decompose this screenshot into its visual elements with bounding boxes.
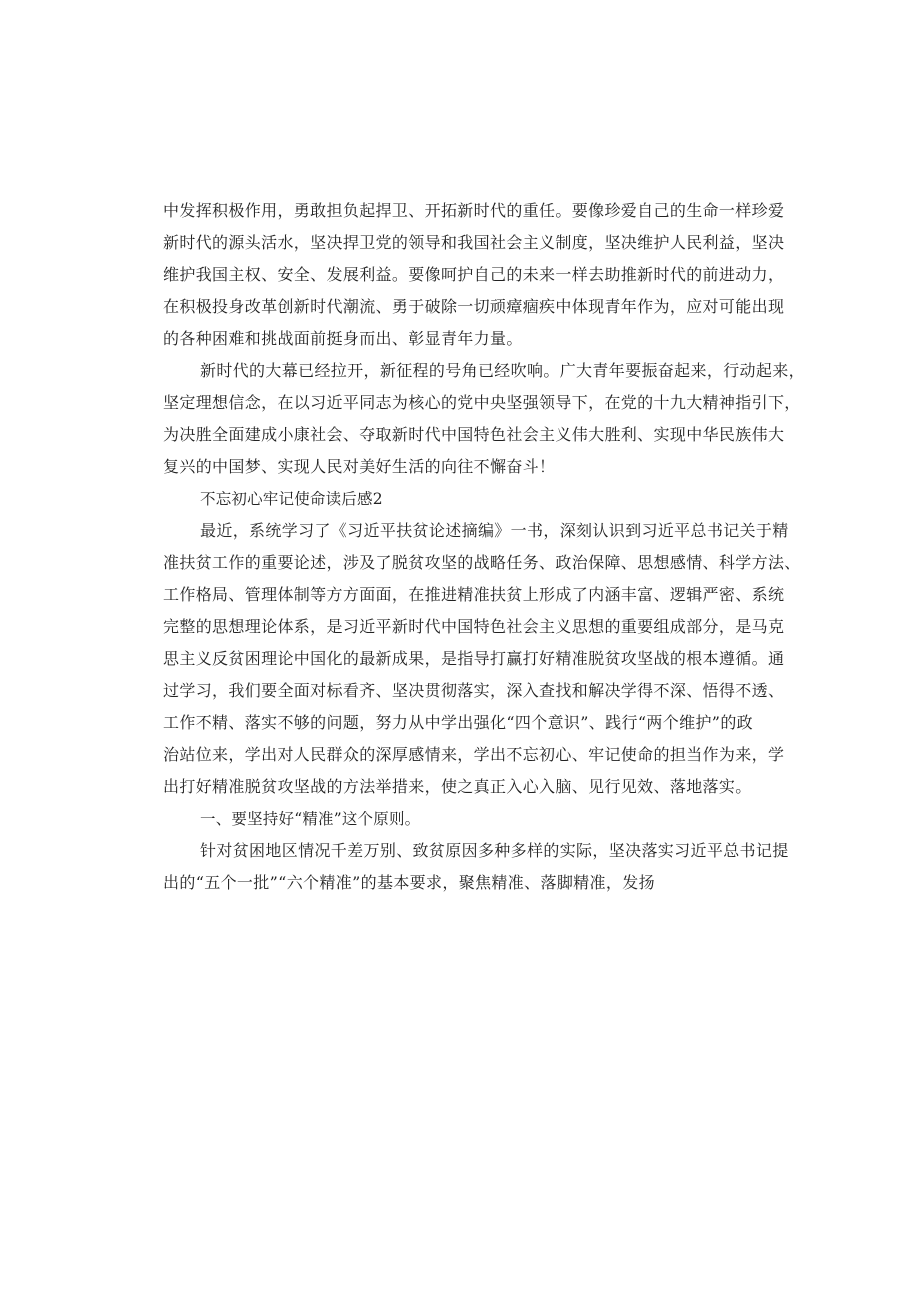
paragraph-line: 出打好精准脱贫攻坚战的方法举措来，使之真正入心入脑、见行见效、落地落实。 bbox=[163, 777, 752, 796]
paragraph-line: 思主义反贫困理论中国化的最新成果，是指导打赢打好精准脱贫攻坚战的根本遵循。通 bbox=[163, 649, 785, 668]
paragraph-line: 复兴的中国梦、实现人民对美好生活的向往不懈奋斗！ bbox=[163, 457, 556, 476]
paragraph-line: 准扶贫工作的重要论述，涉及了脱贫攻坚的战略任务、政治保障、思想感情、科学方法、 bbox=[163, 553, 801, 572]
paragraph-3 bbox=[163, 515, 801, 803]
paragraph-line: 治站位来，学出对人民群众的深厚感情来，学出不忘初心、牢记使命的担当作为来，学 bbox=[163, 745, 785, 764]
paragraph-4 bbox=[163, 835, 789, 899]
section-heading: 一、要坚持好“精准”这个原则。 bbox=[200, 810, 421, 828]
paragraph-line: 新时代的大幕已经拉开，新征程的号角已经吹响。广大青年要振奋起来，行动起来， bbox=[200, 361, 805, 380]
paragraph-line: 针对贫困地区情况千差万别、致贫原因多种多样的实际，坚决落实习近平总书记提 bbox=[200, 841, 789, 860]
paragraph-2 bbox=[163, 355, 805, 483]
section-title: 不忘初心牢记使命读后感2 bbox=[200, 490, 383, 508]
paragraph-line: 工作格局、管理体制等方方面面，在推进精准扶贫上形成了内涵丰富、逻辑严密、系统 bbox=[163, 585, 785, 604]
document-body bbox=[163, 195, 805, 899]
paragraph-line: 最近，系统学习了《习近平扶贫论述摘编》一书，深刻认识到习近平总书记关于精 bbox=[200, 521, 789, 540]
paragraph-line: 中发挥积极作用，勇敢担负起捍卫、开拓新时代的重任。要像珍爱自己的生命一样珍爱 bbox=[163, 201, 785, 220]
paragraph-line: 维护我国主权、安全、发展利益。要像呵护自己的未来一样去助推新时代的前进动力， bbox=[163, 265, 785, 284]
paragraph-1 bbox=[163, 195, 785, 355]
paragraph-line: 的各种困难和挑战面前挺身而出、彰显青年力量。 bbox=[163, 329, 523, 348]
paragraph-line: 新时代的源头活水，坚决捍卫党的领导和我国社会主义制度，坚决维护人民利益，坚决 bbox=[163, 233, 785, 252]
paragraph-line: 在积极投身改革创新时代潮流、勇于破除一切顽瘴痼疾中体现青年作为，应对可能出现 bbox=[163, 297, 785, 316]
paragraph-line: 出的“五个一批”“六个精准”的基本要求，聚焦精准、落脚精准，发扬 bbox=[163, 873, 655, 892]
paragraph-line: 完整的思想理论体系，是习近平新时代中国特色社会主义思想的重要组成部分，是马克 bbox=[163, 617, 785, 636]
paragraph-line: 过学习，我们要全面对标看齐、坚决贯彻落实，深入查找和解决学得不深、悟得不透、 bbox=[163, 681, 785, 700]
paragraph-line: 坚定理想信念，在以习近平同志为核心的党中央坚强领导下，在党的十九大精神指引下， bbox=[163, 393, 801, 412]
paragraph-line: 工作不精、落实不够的问题，努力从中学出强化“四个意识”、践行“两个维护”的政 bbox=[163, 713, 754, 732]
paragraph-line: 为决胜全面建成小康社会、夺取新时代中国特色社会主义伟大胜利、实现中华民族伟大 bbox=[163, 425, 785, 444]
